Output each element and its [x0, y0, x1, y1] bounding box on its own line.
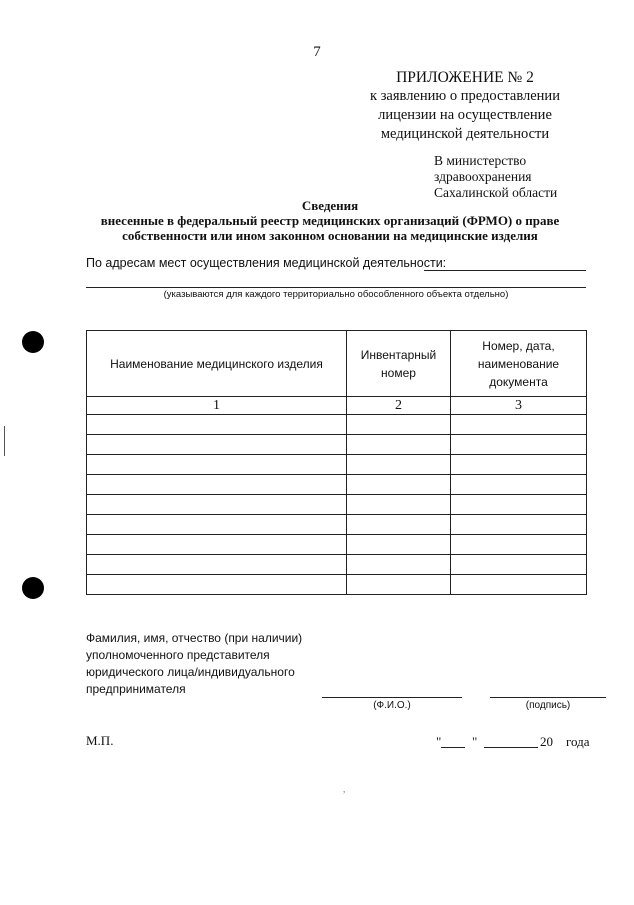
edge-mark [4, 426, 5, 456]
recipient-line-1: В министерство [434, 153, 527, 168]
fio-caption: (Ф.И.О.) [373, 700, 411, 711]
table-cell[interactable] [451, 455, 587, 475]
table-cell[interactable] [347, 515, 451, 535]
table-cell[interactable] [87, 555, 347, 575]
date-year-word: года [566, 734, 590, 749]
scan-speck: , [343, 784, 346, 794]
table-cell[interactable] [347, 575, 451, 595]
recipient-line-3: Сахалинской области [434, 185, 558, 200]
fio-line[interactable] [322, 697, 462, 698]
table-cell[interactable] [347, 475, 451, 495]
table-cell[interactable] [347, 415, 451, 435]
document-heading [60, 198, 600, 243]
address-blank-1[interactable] [424, 270, 586, 271]
date-close-quote: " [472, 734, 478, 749]
table-cell[interactable] [451, 515, 587, 535]
recipient-block [434, 153, 557, 201]
devices-table [86, 330, 587, 595]
heading-line-1: Сведения [301, 198, 359, 213]
table-cell[interactable] [87, 495, 347, 515]
table-header-row [87, 331, 587, 397]
header-device-name: Наименование медицинского изделия [87, 331, 347, 397]
table-cell[interactable] [347, 535, 451, 555]
table-cell[interactable] [451, 575, 587, 595]
table-row [87, 475, 587, 495]
table-cell[interactable] [87, 475, 347, 495]
table-cell[interactable] [347, 435, 451, 455]
table-cell[interactable] [87, 415, 347, 435]
table-cell[interactable] [451, 435, 587, 455]
address-note: (указываются для каждого территориально обособленного объекта отдельно) [163, 289, 509, 300]
punch-hole-top [22, 331, 44, 353]
header-inventory-number: Инвентарный номер [347, 331, 451, 397]
column-number-1: 1 [87, 397, 347, 415]
date-year: 20 [540, 734, 553, 749]
signer-line-4: предпринимателя [86, 682, 186, 696]
table-row [87, 535, 587, 555]
table-cell[interactable] [451, 475, 587, 495]
table-row [87, 415, 587, 435]
header-document: Номер, дата, наименование документа [451, 331, 587, 397]
date-open-quote: " [436, 734, 442, 749]
date-month-blank[interactable] [484, 747, 538, 748]
signer-block [86, 630, 302, 698]
address-blank-2[interactable] [86, 287, 586, 288]
signature-line[interactable] [490, 697, 606, 698]
signature-caption: (подпись) [525, 700, 571, 711]
recipient-line-2: здравоохранения [434, 169, 532, 184]
appendix-line-3: медицинской деятельности [380, 126, 550, 142]
heading-line-2: внесенные в федеральный реестр медицинских организаций (ФРМО) о праве [100, 213, 560, 228]
column-number-2: 2 [347, 397, 451, 415]
table-cell[interactable] [451, 555, 587, 575]
table-row [87, 495, 587, 515]
table-cell[interactable] [87, 455, 347, 475]
table-cell[interactable] [87, 515, 347, 535]
appendix-block [340, 68, 590, 144]
table-cell[interactable] [347, 455, 451, 475]
appendix-line-2: лицензии на осуществление [378, 107, 552, 123]
table-cell[interactable] [451, 415, 587, 435]
signer-line-3: юридического лица/индивидуального [86, 665, 295, 679]
page-number: 7 [313, 44, 321, 60]
table-row [87, 555, 587, 575]
table-row [87, 515, 587, 535]
table-cell[interactable] [347, 495, 451, 515]
stamp-label: М.П. [86, 733, 114, 748]
punch-hole-bottom [22, 577, 44, 599]
table-cell[interactable] [87, 575, 347, 595]
appendix-line-1: к заявлению о предоставлении [370, 88, 560, 104]
table-row [87, 455, 587, 475]
table-cell[interactable] [347, 555, 451, 575]
date-day-blank[interactable] [441, 747, 465, 748]
table-cell[interactable] [87, 535, 347, 555]
table-cell[interactable] [451, 535, 587, 555]
address-label: По адресам мест осуществления медицинской деятельности: [86, 256, 447, 270]
table-cell[interactable] [87, 435, 347, 455]
table-row [87, 575, 587, 595]
table-row [87, 435, 587, 455]
signer-line-2: уполномоченного представителя [86, 648, 270, 662]
appendix-title: ПРИЛОЖЕНИЕ № 2 [396, 69, 534, 86]
heading-line-3: собственности или ином законном основании на медицинские изделия [122, 228, 538, 243]
table-cell[interactable] [451, 495, 587, 515]
table-number-row [87, 397, 587, 415]
column-number-3: 3 [451, 397, 587, 415]
signer-line-1: Фамилия, имя, отчество (при наличии) [86, 631, 303, 645]
